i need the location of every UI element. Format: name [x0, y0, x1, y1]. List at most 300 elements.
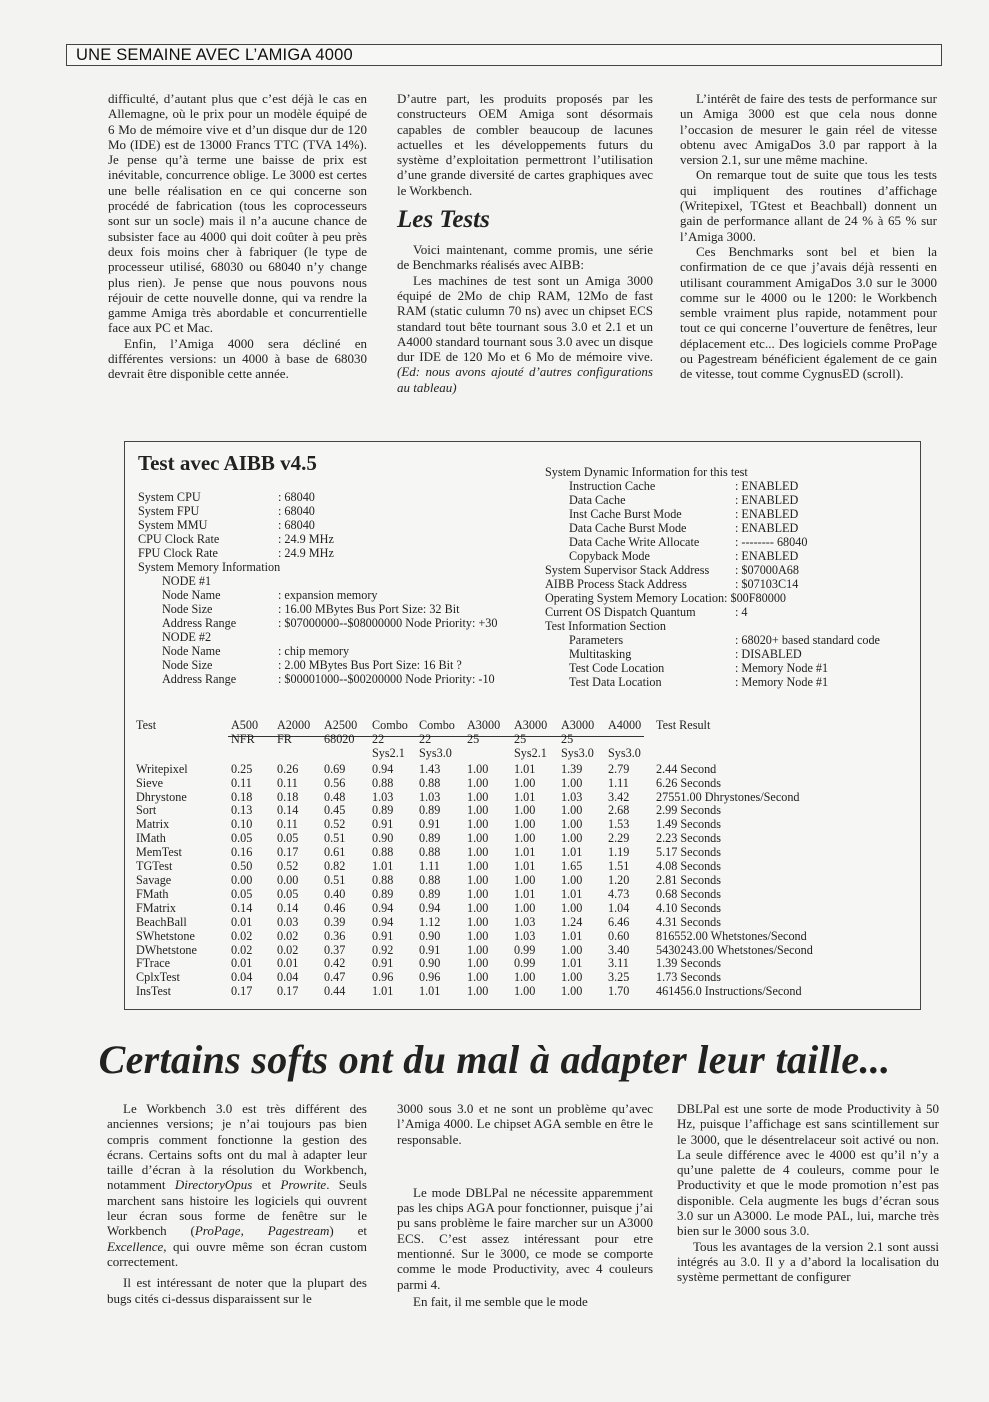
- paragraph: D’autre part, les produits proposés par les constructeurs OEM Amiga sont désormais capables de combler beaucoup de lacunes actuelles et les développements futurs du système d’exploitation permettront l’utilisation d’une grande diversité de cartes graphiques avec le Workbench.: [397, 91, 653, 198]
- system-info-row: [545, 661, 915, 675]
- score-cell: 0.88: [419, 845, 441, 860]
- test-result-cell: 2.44 Second: [656, 761, 717, 776]
- column-header: A3000: [467, 718, 501, 732]
- score-cell: 0.88: [372, 872, 394, 887]
- top-column-3: [680, 91, 937, 382]
- system-info-label: System FPU: [138, 504, 200, 518]
- table-row: [136, 985, 826, 999]
- system-info-row: [545, 549, 915, 563]
- score-cell: 0.26: [277, 761, 299, 776]
- score-cell: 0.00: [231, 872, 253, 887]
- score-cell: 0.90: [372, 831, 394, 846]
- system-info-value: : 68040: [278, 504, 315, 518]
- score-cell: 1.65: [561, 859, 583, 874]
- score-cell: 0.89: [372, 803, 394, 818]
- score-cell: 0.17: [231, 984, 253, 999]
- top-column-1: [108, 91, 367, 382]
- score-cell: 1.00: [561, 942, 583, 957]
- test-name-cell: SWhetstone: [136, 928, 195, 943]
- score-cell: 3.11: [608, 956, 629, 971]
- score-cell: 0.48: [324, 789, 346, 804]
- score-cell: 0.94: [372, 914, 394, 929]
- test-name-cell: Dhrystone: [136, 789, 187, 804]
- score-cell: 2.29: [608, 831, 630, 846]
- system-info-row: [138, 504, 538, 518]
- test-result-cell: 27551.00 Dhrystones/Second: [656, 789, 800, 804]
- score-cell: 1.11: [419, 859, 440, 874]
- table-row: [136, 902, 826, 916]
- system-info-row: [545, 479, 915, 493]
- system-info-row: [545, 521, 915, 535]
- table-row: [136, 777, 826, 791]
- score-cell: 1.51: [608, 859, 630, 874]
- software-name: ProPage, Pagestream: [194, 1223, 330, 1239]
- score-cell: 1.00: [514, 775, 536, 790]
- score-cell: 1.04: [608, 900, 630, 915]
- table-row: [136, 763, 826, 777]
- system-info-label: Operating System Memory Location: $00F80000: [545, 591, 787, 605]
- score-cell: 0.96: [372, 970, 394, 985]
- text: . Seuls marchent sans histoire les logiciels qui ouvrent leur écran sous forme de fenêtre sur le Workbench (: [107, 1177, 367, 1239]
- score-cell: 0.91: [419, 817, 441, 832]
- system-info-value: : $07103C14: [735, 577, 799, 591]
- score-cell: 0.90: [419, 928, 441, 943]
- system-info-value: : 68040: [278, 518, 315, 532]
- score-cell: 1.01: [372, 859, 394, 874]
- system-info-value: : expansion memory: [278, 588, 378, 602]
- paragraph: Le mode DBLPal ne nécessite apparemment pas les chips AGA pour fonctionner, puisque j’ai pu sans problème le faire marcher sur un A3000 ECS. C’est assez intéressant pour etre mentionné. Sur le 3000, ce mode se comporte comme le mode Productivity, avec 4 couleurs parmi 4.: [397, 1184, 653, 1292]
- score-cell: 0.89: [419, 831, 441, 846]
- system-info-row: [545, 633, 915, 647]
- score-cell: 0.47: [324, 970, 346, 985]
- system-info-label: AIBB Process Stack Address: [545, 577, 687, 591]
- score-cell: 0.05: [231, 831, 253, 846]
- column-header: Test Result: [656, 718, 711, 732]
- score-cell: 1.70: [608, 984, 630, 999]
- table-row: [136, 957, 826, 971]
- score-cell: 0.91: [419, 942, 441, 957]
- score-cell: 1.00: [467, 775, 489, 790]
- score-cell: 0.10: [231, 817, 253, 832]
- system-info-label: Data Cache Write Allocate: [569, 535, 700, 549]
- score-cell: 1.00: [561, 872, 583, 887]
- editor-note: (Ed: nous avons ajouté d’autres configurations au tableau): [397, 364, 653, 395]
- system-info-row: [138, 560, 538, 574]
- score-cell: 0.01: [231, 914, 253, 929]
- score-cell: 0.91: [372, 817, 394, 832]
- system-info-label: NODE #1: [162, 574, 212, 588]
- system-info-label: Current OS Dispatch Quantum: [545, 605, 696, 619]
- system-info-row: [138, 532, 538, 546]
- system-info-row: [545, 675, 915, 689]
- table-row: [136, 916, 826, 930]
- system-info-label: FPU Clock Rate: [138, 546, 218, 560]
- column-header: NFR: [231, 731, 255, 746]
- system-info-value: : Memory Node #1: [735, 675, 829, 689]
- score-cell: 1.00: [467, 900, 489, 915]
- score-cell: 0.11: [277, 775, 298, 790]
- test-result-cell: 4.31 Seconds: [656, 914, 721, 929]
- score-cell: 1.01: [514, 886, 536, 901]
- table-header-row: [136, 719, 826, 733]
- paragraph: [397, 273, 653, 395]
- system-info-label: System Memory Information: [138, 560, 281, 574]
- score-cell: 3.40: [608, 942, 630, 957]
- score-cell: 0.51: [324, 831, 346, 846]
- score-cell: 1.00: [514, 831, 536, 846]
- score-cell: 0.88: [419, 872, 441, 887]
- score-cell: 2.68: [608, 803, 630, 818]
- table-row: [136, 791, 826, 805]
- score-cell: 0.91: [372, 956, 394, 971]
- score-cell: 1.01: [561, 956, 583, 971]
- test-result-cell: 1.39 Seconds: [656, 956, 721, 971]
- column-header: A500: [231, 718, 259, 732]
- test-name-cell: FTrace: [136, 956, 171, 971]
- paragraph: L’intérêt de faire des tests de performance sur un Amiga 3000 est que cela nous donne l’occasion de mesurer le gain réel de vitesse obtenu avec AmigaDos 3.0 par rapport à la version 2.1, sur une même machine.: [680, 91, 937, 168]
- system-info-label: NODE #2: [162, 630, 212, 644]
- system-info-row: [138, 574, 538, 588]
- table-header-row: [136, 733, 826, 747]
- system-info-label: Parameters: [569, 633, 624, 647]
- test-name-cell: TGTest: [136, 859, 173, 874]
- paragraph: En fait, il me semble que le mode: [413, 1293, 588, 1309]
- score-cell: 0.52: [277, 859, 299, 874]
- column-header: 68020: [324, 731, 355, 746]
- benchmark-title: Test avec AIBB v4.5: [138, 451, 317, 475]
- section-heading: Les Tests: [397, 206, 490, 234]
- score-cell: 0.39: [324, 914, 346, 929]
- system-info-value: : 16.00 MBytes Bus Port Size: 32 Bit: [278, 602, 460, 616]
- system-info-label: Address Range: [162, 672, 237, 686]
- score-cell: 4.73: [608, 886, 630, 901]
- column-header: Sys3.0: [419, 745, 452, 760]
- score-cell: 0.94: [372, 900, 394, 915]
- table-row: [136, 846, 826, 860]
- test-result-cell: 2.81 Seconds: [656, 872, 721, 887]
- system-info-label: Copyback Mode: [569, 549, 650, 563]
- column-header: A4000: [608, 718, 642, 732]
- software-name: DirectoryOpus: [174, 1177, 253, 1193]
- score-cell: 3.42: [608, 789, 630, 804]
- column-header: Sys2.1: [514, 745, 547, 760]
- score-cell: 1.01: [372, 984, 394, 999]
- score-cell: 1.01: [561, 886, 583, 901]
- system-info-row: [138, 588, 538, 602]
- table-row: [136, 888, 826, 902]
- score-cell: 0.02: [231, 942, 253, 957]
- score-cell: 1.01: [561, 928, 583, 943]
- system-info-value: : chip memory: [278, 644, 350, 658]
- score-cell: 0.05: [277, 886, 299, 901]
- score-cell: 1.19: [608, 845, 630, 860]
- paragraph: On remarque tout de suite que tous les tests qui impliquent des routines d’affichage (Writepixel, TGtest et Beachball) donnent un gain de performance allant de 24 % à 65 % sur l’Amiga 3000.: [680, 167, 937, 244]
- test-result-cell: 1.73 Seconds: [656, 970, 721, 985]
- system-info-row: [545, 563, 915, 577]
- score-cell: 1.01: [514, 761, 536, 776]
- score-cell: 0.99: [514, 942, 536, 957]
- system-info-row: [138, 616, 538, 630]
- column-header: [231, 747, 277, 763]
- system-info-row: [138, 546, 538, 560]
- table-row: [136, 860, 826, 874]
- column-header: 25: [467, 731, 480, 746]
- system-info-row: [545, 507, 915, 521]
- system-info-value: : ENABLED: [735, 507, 799, 521]
- system-info-value: : 2.00 MBytes Bus Port Size: 16 Bit ?: [278, 658, 462, 672]
- score-cell: 1.00: [561, 831, 583, 846]
- test-result-cell: 2.99 Seconds: [656, 803, 721, 818]
- system-info-value: : ENABLED: [735, 493, 799, 507]
- score-cell: 0.88: [419, 775, 441, 790]
- score-cell: 2.79: [608, 761, 630, 776]
- score-cell: 0.36: [324, 928, 346, 943]
- system-info-label: Instruction Cache: [569, 479, 656, 493]
- system-info-label: System Supervisor Stack Address: [545, 563, 710, 577]
- system-info-value: : 4: [735, 605, 748, 619]
- score-cell: 1.01: [514, 859, 536, 874]
- score-cell: 1.01: [419, 984, 441, 999]
- score-cell: 1.00: [467, 928, 489, 943]
- system-info-label: Data Cache: [569, 493, 626, 507]
- test-name-cell: BeachBall: [136, 914, 187, 929]
- score-cell: 0.42: [324, 956, 346, 971]
- score-cell: 1.00: [561, 984, 583, 999]
- system-info-value: : 24.9 MHz: [278, 532, 334, 546]
- system-info-value: : ENABLED: [735, 521, 799, 535]
- system-info-value: : 68020+ based standard code: [735, 633, 880, 647]
- score-cell: 0.92: [372, 942, 394, 957]
- column-header: [656, 747, 826, 763]
- system-info-value: : Memory Node #1: [735, 661, 829, 675]
- paragraph: Enfin, l’Amiga 4000 sera décliné en différentes versions: un 4000 à base de 68030 devrait être disponible cette année.: [108, 335, 367, 382]
- text: et: [252, 1177, 281, 1193]
- score-cell: 0.40: [324, 886, 346, 901]
- column-header: Sys3.0: [608, 745, 641, 760]
- score-cell: 0.37: [324, 942, 346, 957]
- score-cell: 1.01: [561, 845, 583, 860]
- system-info-label: Test Code Location: [569, 661, 665, 675]
- system-info-label: Node Name: [162, 588, 221, 602]
- system-info-value: : ENABLED: [735, 479, 799, 493]
- top-column-2: [397, 91, 653, 395]
- table-row: [136, 971, 826, 985]
- score-cell: 1.00: [467, 789, 489, 804]
- system-info-row: [545, 619, 915, 633]
- score-cell: 1.53: [608, 817, 630, 832]
- paragraph: Tous les avantages de la version 2.1 sont aussi intégrés au 3.0. Il y a d’abord la localisation du système permettant de configurer: [677, 1238, 939, 1285]
- score-cell: 1.00: [561, 900, 583, 915]
- test-name-cell: DWhetstone: [136, 942, 197, 957]
- test-name-cell: Sort: [136, 803, 157, 818]
- column-header: 25: [514, 731, 527, 746]
- software-name: Excellence: [107, 1238, 164, 1254]
- column-header: A3000: [514, 718, 548, 732]
- score-cell: 0.88: [372, 775, 394, 790]
- score-cell: 0.01: [277, 956, 299, 971]
- score-cell: 0.88: [372, 845, 394, 860]
- system-info-value: : $07000A68: [735, 563, 799, 577]
- benchmark-table: [136, 719, 826, 999]
- score-cell: 1.03: [561, 789, 583, 804]
- test-name-cell: FMath: [136, 886, 169, 901]
- score-cell: 1.00: [467, 872, 489, 887]
- column-header: [324, 747, 372, 763]
- score-cell: 1.00: [561, 970, 583, 985]
- system-info-value: : 68040: [278, 490, 315, 504]
- bottom-column-1: [107, 1101, 367, 1306]
- system-info-row: [138, 490, 538, 504]
- score-cell: 1.00: [561, 803, 583, 818]
- score-cell: 1.39: [561, 761, 583, 776]
- score-cell: 1.03: [419, 789, 441, 804]
- system-info-right: [545, 465, 915, 689]
- score-cell: 1.24: [561, 914, 583, 929]
- paragraph: Ces Benchmarks sont bel et bien la confirmation de ce que j’avais déjà ressenti en utilisant couramment AmigaDos 3.0 sur le 3000 comme sur le 4000 ou le 1200: le Workbench semble vraiment plus rapide, notamment pour tout ce qui concerne l’ouverture de fenêtres, leur déplacement etc... Des logiciels comme ProPage ou Pagestream bénéficient également de ce gain de vitesse, tout comme CygnusED (scroll).: [680, 243, 937, 382]
- score-cell: 0.94: [372, 761, 394, 776]
- score-cell: 1.01: [514, 845, 536, 860]
- column-header: Sys2.1: [372, 745, 405, 760]
- score-cell: 1.01: [514, 789, 536, 804]
- column-header: Combo: [372, 718, 408, 732]
- score-cell: 0.03: [277, 914, 299, 929]
- column-header: 22: [372, 731, 385, 746]
- system-info-row: [545, 647, 915, 661]
- score-cell: 0.18: [277, 789, 299, 804]
- score-cell: 1.03: [514, 928, 536, 943]
- paragraph: [107, 1101, 367, 1269]
- score-cell: 0.51: [324, 872, 346, 887]
- score-cell: 1.00: [467, 803, 489, 818]
- system-info-label: System CPU: [138, 490, 201, 504]
- score-cell: 1.00: [467, 859, 489, 874]
- score-cell: 1.00: [467, 886, 489, 901]
- running-header-title: UNE SEMAINE AVEC L’AMIGA 4000: [76, 46, 353, 64]
- column-header: 25: [561, 731, 574, 746]
- system-info-label: Test Information Section: [545, 619, 666, 633]
- system-info-value: : DISABLED: [735, 647, 802, 661]
- score-cell: 0.11: [231, 775, 252, 790]
- system-info-row: [138, 644, 538, 658]
- test-result-cell: 5430243.00 Whetstones/Second: [656, 942, 813, 957]
- system-info-value: : ENABLED: [735, 549, 799, 563]
- score-cell: 0.89: [419, 886, 441, 901]
- score-cell: 0.18: [231, 789, 253, 804]
- text: ) et: [329, 1223, 367, 1239]
- table-header-row: [136, 747, 826, 763]
- system-info-label: Node Size: [162, 658, 213, 672]
- score-cell: 1.00: [467, 970, 489, 985]
- score-cell: 0.00: [277, 872, 299, 887]
- score-cell: 0.02: [277, 928, 299, 943]
- score-cell: 0.02: [277, 942, 299, 957]
- test-name-cell: IMath: [136, 831, 166, 846]
- score-cell: 1.00: [514, 970, 536, 985]
- system-info-label: System MMU: [138, 518, 208, 532]
- system-info-label: Multitasking: [569, 647, 632, 661]
- system-info-row: [138, 658, 538, 672]
- system-info-label: Test Data Location: [569, 675, 662, 689]
- score-cell: 1.12: [419, 914, 441, 929]
- score-cell: 1.00: [514, 803, 536, 818]
- score-cell: 0.04: [277, 970, 299, 985]
- score-cell: 0.11: [277, 817, 298, 832]
- column-header: [277, 747, 324, 763]
- test-result-cell: 816552.00 Whetstones/Second: [656, 928, 807, 943]
- score-cell: 1.00: [467, 761, 489, 776]
- score-cell: 1.00: [467, 817, 489, 832]
- score-cell: 1.00: [561, 817, 583, 832]
- score-cell: 1.00: [467, 984, 489, 999]
- score-cell: 0.96: [419, 970, 441, 985]
- table-row: [136, 944, 826, 958]
- score-cell: 0.01: [231, 956, 253, 971]
- score-cell: 0.17: [277, 984, 299, 999]
- score-cell: 1.00: [467, 942, 489, 957]
- table-row: [136, 818, 826, 832]
- score-cell: 0.44: [324, 984, 346, 999]
- test-result-cell: 4.10 Seconds: [656, 900, 721, 915]
- test-name-cell: Savage: [136, 872, 172, 887]
- score-cell: 0.14: [277, 900, 299, 915]
- system-info-row: [545, 577, 915, 591]
- score-cell: 1.00: [467, 845, 489, 860]
- system-info-label: Inst Cache Burst Mode: [569, 507, 682, 521]
- system-info-row: [545, 465, 915, 479]
- score-cell: 1.00: [514, 984, 536, 999]
- column-header: A2000: [277, 718, 311, 732]
- score-cell: 0.94: [419, 900, 441, 915]
- column-header: Sys3.0: [561, 745, 594, 760]
- score-cell: 0.16: [231, 845, 253, 860]
- paragraph-text: Les machines de test sont un Amiga 3000 équipé de 2Mo de chip RAM, 12Mo de fast RAM (static culumn 70 ns) avec un chipset ECS standard tout bête tournant sous 3.0 et 2.1 et un A4000 standard tournant sous 3.0 avec un disque dur IDE de 120 Mo et 6 Mo de mémoire vive.: [397, 272, 653, 365]
- score-cell: 1.03: [514, 914, 536, 929]
- column-header: 22: [419, 731, 432, 746]
- text: , qui ouvre même son écran custom correctement.: [107, 1238, 367, 1269]
- system-info-value: : 24.9 MHz: [278, 546, 334, 560]
- test-result-cell: 2.23 Seconds: [656, 831, 721, 846]
- system-info-label: Data Cache Burst Mode: [569, 521, 687, 535]
- test-result-cell: 5.17 Seconds: [656, 845, 721, 860]
- score-cell: 0.14: [277, 803, 299, 818]
- table-row: [136, 832, 826, 846]
- test-result-cell: 461456.0 Instructions/Second: [656, 984, 802, 999]
- score-cell: 1.00: [514, 817, 536, 832]
- score-cell: 0.05: [277, 831, 299, 846]
- system-info-value: : $00001000--$00200000 Node Priority: -10: [278, 672, 495, 686]
- score-cell: 0.61: [324, 845, 346, 860]
- score-cell: 0.50: [231, 859, 253, 874]
- test-name-cell: InsTest: [136, 984, 172, 999]
- system-info-row: [138, 602, 538, 616]
- score-cell: 0.46: [324, 900, 346, 915]
- system-info-row: [545, 605, 915, 619]
- system-info-value: : $07000000--$08000000 Node Priority: +30: [278, 616, 498, 630]
- score-cell: 1.20: [608, 872, 630, 887]
- score-cell: 0.45: [324, 803, 346, 818]
- score-cell: 1.00: [467, 956, 489, 971]
- score-cell: 1.00: [561, 775, 583, 790]
- table-row: [136, 930, 826, 944]
- table-row: [136, 874, 826, 888]
- table-row: [136, 804, 826, 818]
- score-cell: 3.25: [608, 970, 630, 985]
- system-info-row: [545, 493, 915, 507]
- system-info-left: [138, 490, 538, 686]
- score-cell: 0.05: [231, 886, 253, 901]
- score-cell: 0.82: [324, 859, 346, 874]
- score-cell: 0.14: [231, 900, 253, 915]
